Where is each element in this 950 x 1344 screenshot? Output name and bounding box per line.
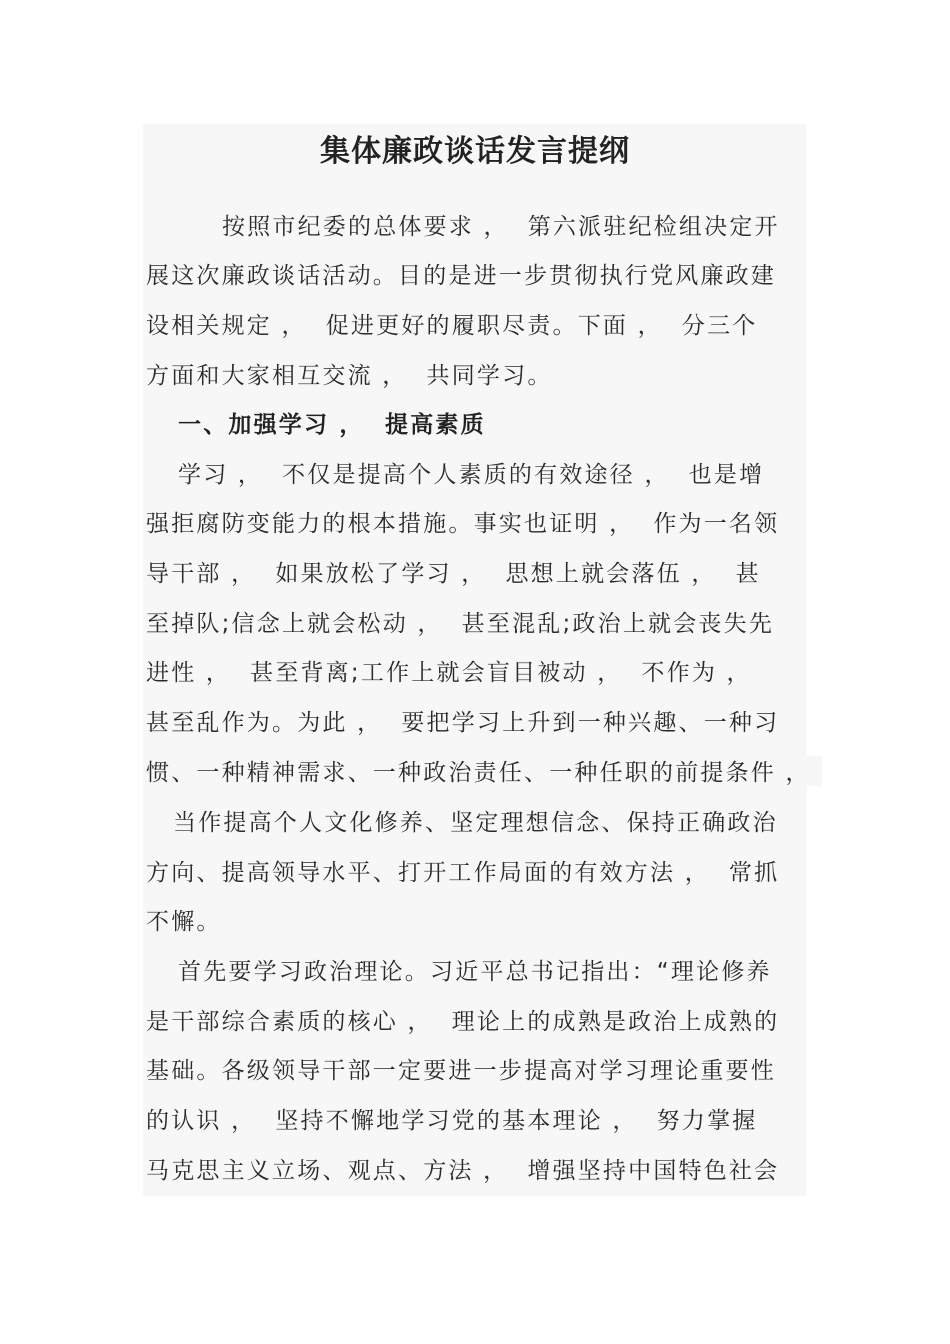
- paragraph-line: 是干部综合素质的核心 ， 理论上的成熟是政治上成熟的: [146, 1009, 780, 1035]
- paragraph-line: 当作提高个人文化修养、坚定理想信念、保持正确政治: [173, 810, 778, 836]
- paragraph-line: 方面和大家相互交流 ， 共同学习。: [146, 363, 553, 389]
- paragraph-line: 首先要学习政治理论。习近平总书记指出：“理论修养: [178, 959, 772, 985]
- paragraph-line: 进性 ， 甚至背离;工作上就会盲目被动 ， 不作为 ，: [146, 660, 752, 686]
- paragraph-line: 展这次廉政谈话活动。目的是进一步贯彻执行党风廉政建: [146, 263, 776, 289]
- paragraph-line: 惯、一种精神需求、一种政治责任、一种任职的前提条件 ，: [146, 760, 811, 786]
- paragraph-line: 基础。各级领导干部一定要进一步提高对学习理论重要性: [146, 1058, 776, 1084]
- section-heading: 一、加强学习 ， 提高素质: [178, 412, 486, 438]
- paragraph-line: 不懈。: [146, 909, 222, 935]
- paragraph-line: 马克思主义立场、观点、方法 ， 增强坚持中国特色社会: [146, 1158, 780, 1184]
- paragraph-line: 按照市纪委的总体要求 ， 第六派驻纪检组决定开: [222, 214, 780, 240]
- paragraph-line: 甚至乱作为。为此 ， 要把学习上升到一种兴趣、一种习: [146, 710, 780, 736]
- paragraph-line: 导干部 ， 如果放松了学习 ， 思想上就会落伍 ， 甚: [146, 561, 761, 587]
- paragraph-line: 设相关规定 ， 促进更好的履职尽责。下面 ， 分三个: [146, 313, 758, 339]
- paragraph-line: 的认识 ， 坚持不懈地学习党的基本理论 ， 努力掌握: [146, 1108, 758, 1134]
- paragraph-line: 强拒腐防变能力的根本措施。事实也证明 ， 作为一名领: [146, 511, 780, 537]
- paragraph-line: 学习 ， 不仅是提高个人素质的有效途径 ， 也是增: [178, 462, 765, 488]
- paragraph-line: 至掉队;信念上就会松动 ， 甚至混乱;政治上就会丧失先: [146, 611, 775, 637]
- document-title: 集体廉政谈话发言提纲: [320, 134, 630, 169]
- paragraph-line: 方向、提高领导水平、打开工作局面的有效方法 ， 常抓: [146, 860, 780, 886]
